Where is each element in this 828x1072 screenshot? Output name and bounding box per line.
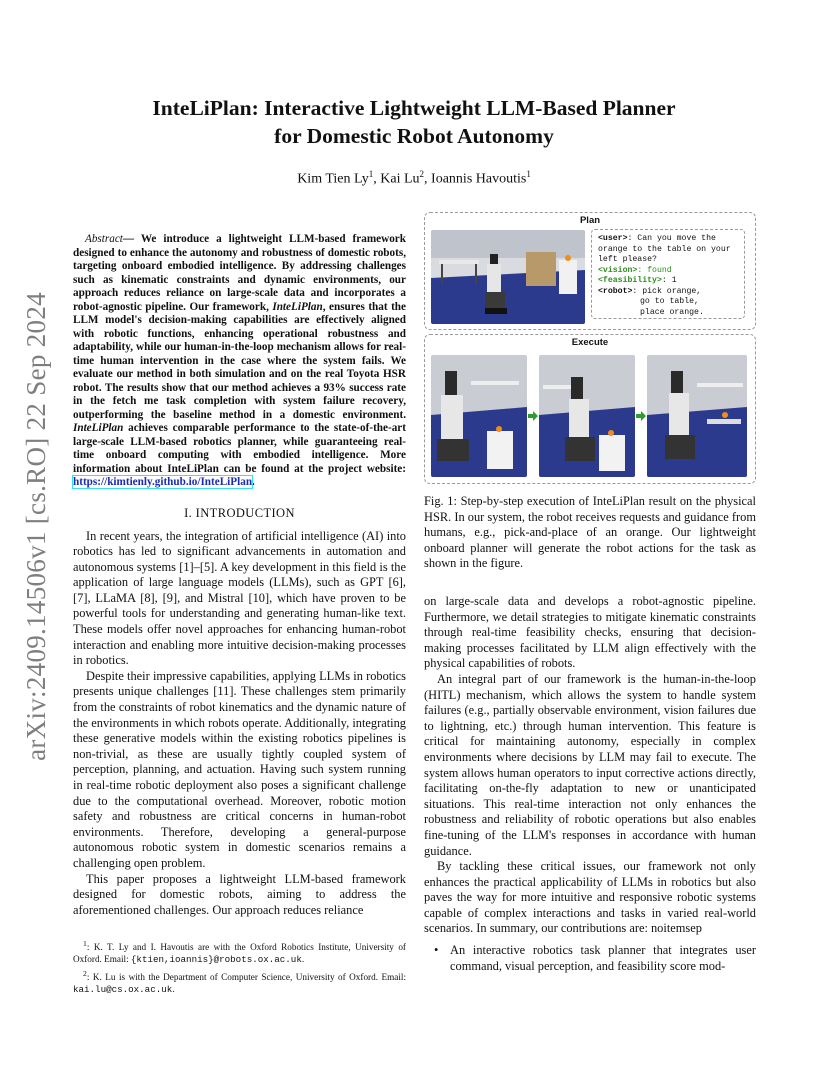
author-name: Kai Lu <box>380 171 420 187</box>
abstract-text-3: achieves comparable performance to the state-of-the-art large-scale LLM-based robotics planner, while guaranteeing real-time onboard computing with embodied intelligence. More information about InteLiPlan can be found at the project website: <box>73 422 406 475</box>
title-line-2: for Domestic Robot Autonomy <box>274 124 554 148</box>
footnote-1-marker: 1 <box>83 939 87 948</box>
footnote-1-text: : K. T. Ly and I. Havoutis are with the Oxford Robotics Institute, University of Oxford. Email: <box>73 942 406 964</box>
planner-dialog <box>591 229 745 319</box>
author-list: Kim Tien Ly$^1$, Kai Lu$^2$, Ioannis Havoutis$^1$ <box>297 169 531 187</box>
abstract-dash: — <box>122 233 135 245</box>
paper-title <box>80 94 748 150</box>
figure-1 <box>424 212 756 484</box>
author-affiliation: 1 <box>526 169 531 179</box>
intro-paragraph-2: Despite their impressive capabilities, applying LLMs in robotics presents unique challenges [11]. These challenges stem primarily from the constraints of robot kinematics and the dynamic nature of the environments in which robots operate. Additionally, integrating these generative models within the existing robotics pipelines is non-trivial, as these are usually tightly coupled system of perception, planning, and actuation. Having such system running in real-time robotic deployment also poses a significant challenge due to the computational overhead. Moreover, robotic motion safety and robustness are critical concerns in human-robot environments. Therefore, developing a general-purpose autonomous robotic system in domestic scenarios remains a challenging open problem. <box>73 668 406 870</box>
contributions-list <box>424 943 756 974</box>
author-affiliation: 2 <box>419 169 425 179</box>
left-column <box>73 233 406 918</box>
execute-step-2-image <box>539 355 635 477</box>
execute-panel-title: Execute <box>571 337 609 348</box>
abstract-lead: Abstract <box>85 233 123 245</box>
abstract-text-1: We introduce a lightweight LLM-based framework designed to enhance the autonomy and robustness of domestic robots, targeting onboard embodied intelligence. By addressing challenges such as kinematic constraints and dynamic environments, our approach reduces reliance on large-scale data and incorporates a robot-agnostic pipeline. Our framework, <box>73 233 406 313</box>
dialog-robot-line <box>598 287 738 298</box>
intro-paragraph-1: In recent years, the integration of artificial intelligence (AI) into robotics has led to significant advancements in automation and autonomous systems [1]–[5]. A key development in this field is the application of large language models (LLMs), such as GPT [6], [7], LLaMA [8], [9], and Mistral [10], which have proven to be powerful tools for understanding and generating human-like text. These models offer novel approaches for enhancing human-robot interaction and enabling more intuitive decision-making processes in robotics. <box>73 528 406 668</box>
right-paragraph-3: By tackling these critical issues, our framework not only enhances the practical applicability of LLMs in robotics but also paves the way for more intuitive and responsive robotic systems capable of complex interactions and tasks in varied real-world scenarios. In summary, our contributions are: noitemsep <box>424 859 756 936</box>
execute-step-1-image <box>431 355 527 477</box>
right-column <box>424 594 756 974</box>
dialog-feasibility-tag: <feasibility> <box>598 276 662 285</box>
footnote-2 <box>73 968 406 996</box>
arxiv-side-stamp <box>16 286 56 766</box>
plan-robot-photo <box>431 230 585 324</box>
section-heading-introduction: I. INTRODUCTION <box>184 505 295 520</box>
figure-1-caption: Fig. 1: Step-by-step execution of InteLiPlan result on the physical HSR. In our system, the robot receives requests and guidance from humans, e.g., pick-and-place of an orange. Our lightweight onboard planner will generate the robot actions for the task as shown in the figure. <box>424 494 756 571</box>
dialog-robot-line-3: place orange. <box>640 307 704 317</box>
execute-step-2-photo <box>539 355 635 477</box>
footnote-2-email: kai.lu@cs.ox.ac.uk <box>73 983 173 995</box>
dialog-robot-line-2: go to table, <box>640 297 699 306</box>
intro-paragraph-3: This paper proposes a lightweight LLM-based framework designed for domestic robots, aiming to address the aforementioned challenges. Our approach reduces reliance <box>73 871 406 917</box>
contribution-item-1: • An interactive robotics task planner that integrates user command, visual perception, and feasibility score mod- <box>424 943 756 974</box>
right-paragraph-2: An integral part of our framework is the human-in-the-loop (HITL) mechanism, which allows the system to handle system failures (e.g., partially observable environment, vision failures due to lightning, etc.) through human intervention. This feature is critical for maintaining autonomy, especially in complex environments where decisions by LLM may fail to execute. The system allows human operators to input corrective actions directly, facilitating on-the-fly adaptation to new or unanticipated situations. This real-time interaction not only enhances the robustness and reliability of robotic operations but also enables fine-tuning of the LLM's responses in accordance with human guidance. <box>424 671 756 858</box>
footnote-2-text: : K. Lu is with the Department of Computer Science, University of Oxford. Email: <box>86 971 406 982</box>
project-website-link[interactable]: https://kimtienly.github.io/InteLiPlan <box>73 476 253 488</box>
dialog-user-line <box>598 234 738 266</box>
execute-step-3-image <box>647 355 747 477</box>
footnote-2-end: . <box>172 983 175 994</box>
dialog-user-text: : Can you move the orange to the table on your left please? <box>598 234 731 264</box>
execute-panel <box>424 334 756 484</box>
author-name: Kim Tien Ly <box>297 171 369 187</box>
abstract-method-name-2: InteLiPlan <box>73 422 124 434</box>
abstract <box>73 233 406 490</box>
footnote-1-end: . <box>301 953 305 964</box>
dialog-robot-text: : pick orange, <box>632 286 702 296</box>
footnote-2-marker: 2 <box>83 968 87 978</box>
abstract-text-2: , ensures that the LLM model's decision-making capabilities are effectively aligned with robotic functions, enhancing operational robustness and adaptability, while our human-in-the-loop mechanism allows for real-time human intervention in the case where the system fails. We evaluate our method in both simulation and on the real Toyota HSR robot. The results show that our method achieves a 93% success rate in the fetch me task completion with system failure recovery, outperforming the baseline method in a domestic environment. <box>73 300 406 421</box>
step-arrow-1-icon <box>528 411 538 421</box>
step-arrow-2-icon <box>636 411 646 421</box>
arxiv-stamp-text: arXiv:2409.14506v1 [cs.RO] 22 Sep 2024 <box>20 291 51 761</box>
abstract-method-name-1: InteLiPlan <box>272 300 323 313</box>
title-line-1: InteLiPlan: Interactive Lightweight LLM-Based Planner <box>152 96 676 120</box>
plan-scene-image <box>431 230 585 324</box>
footnote-1-email: {ktien,ioannis}@robots.ox.ac.uk <box>130 953 302 965</box>
abstract-end: . <box>252 476 255 488</box>
execute-step-1-photo <box>431 355 527 477</box>
dialog-feasibility-line <box>598 276 738 287</box>
author-affiliation: 1 <box>368 169 374 179</box>
plan-panel-title: Plan <box>579 215 601 226</box>
plan-panel <box>424 212 756 330</box>
dialog-robot-tag: <robot> <box>598 286 633 296</box>
author-name: Ioannis Havoutis <box>431 171 527 187</box>
dialog-vision-text: : found <box>637 265 672 275</box>
dialog-vision-line <box>598 266 738 277</box>
dialog-vision-tag: <vision> <box>598 265 638 275</box>
execute-step-3-photo <box>647 355 747 477</box>
dialog-user-tag: <user> <box>598 234 628 243</box>
figure-1-caption-block <box>424 494 756 572</box>
dialog-feasibility-text: : 1 <box>661 276 677 285</box>
right-paragraph-1: on large-scale data and develops a robot-agnostic pipeline. Furthermore, we detail strategies to mitigate kinematic constraints through real-time feasibility checks, ensuring that decision-making processes facilitated by LLM align effectively with the physical capabilities of robots. <box>424 594 756 671</box>
footnotes <box>73 938 406 997</box>
footnote-1 <box>73 938 406 966</box>
